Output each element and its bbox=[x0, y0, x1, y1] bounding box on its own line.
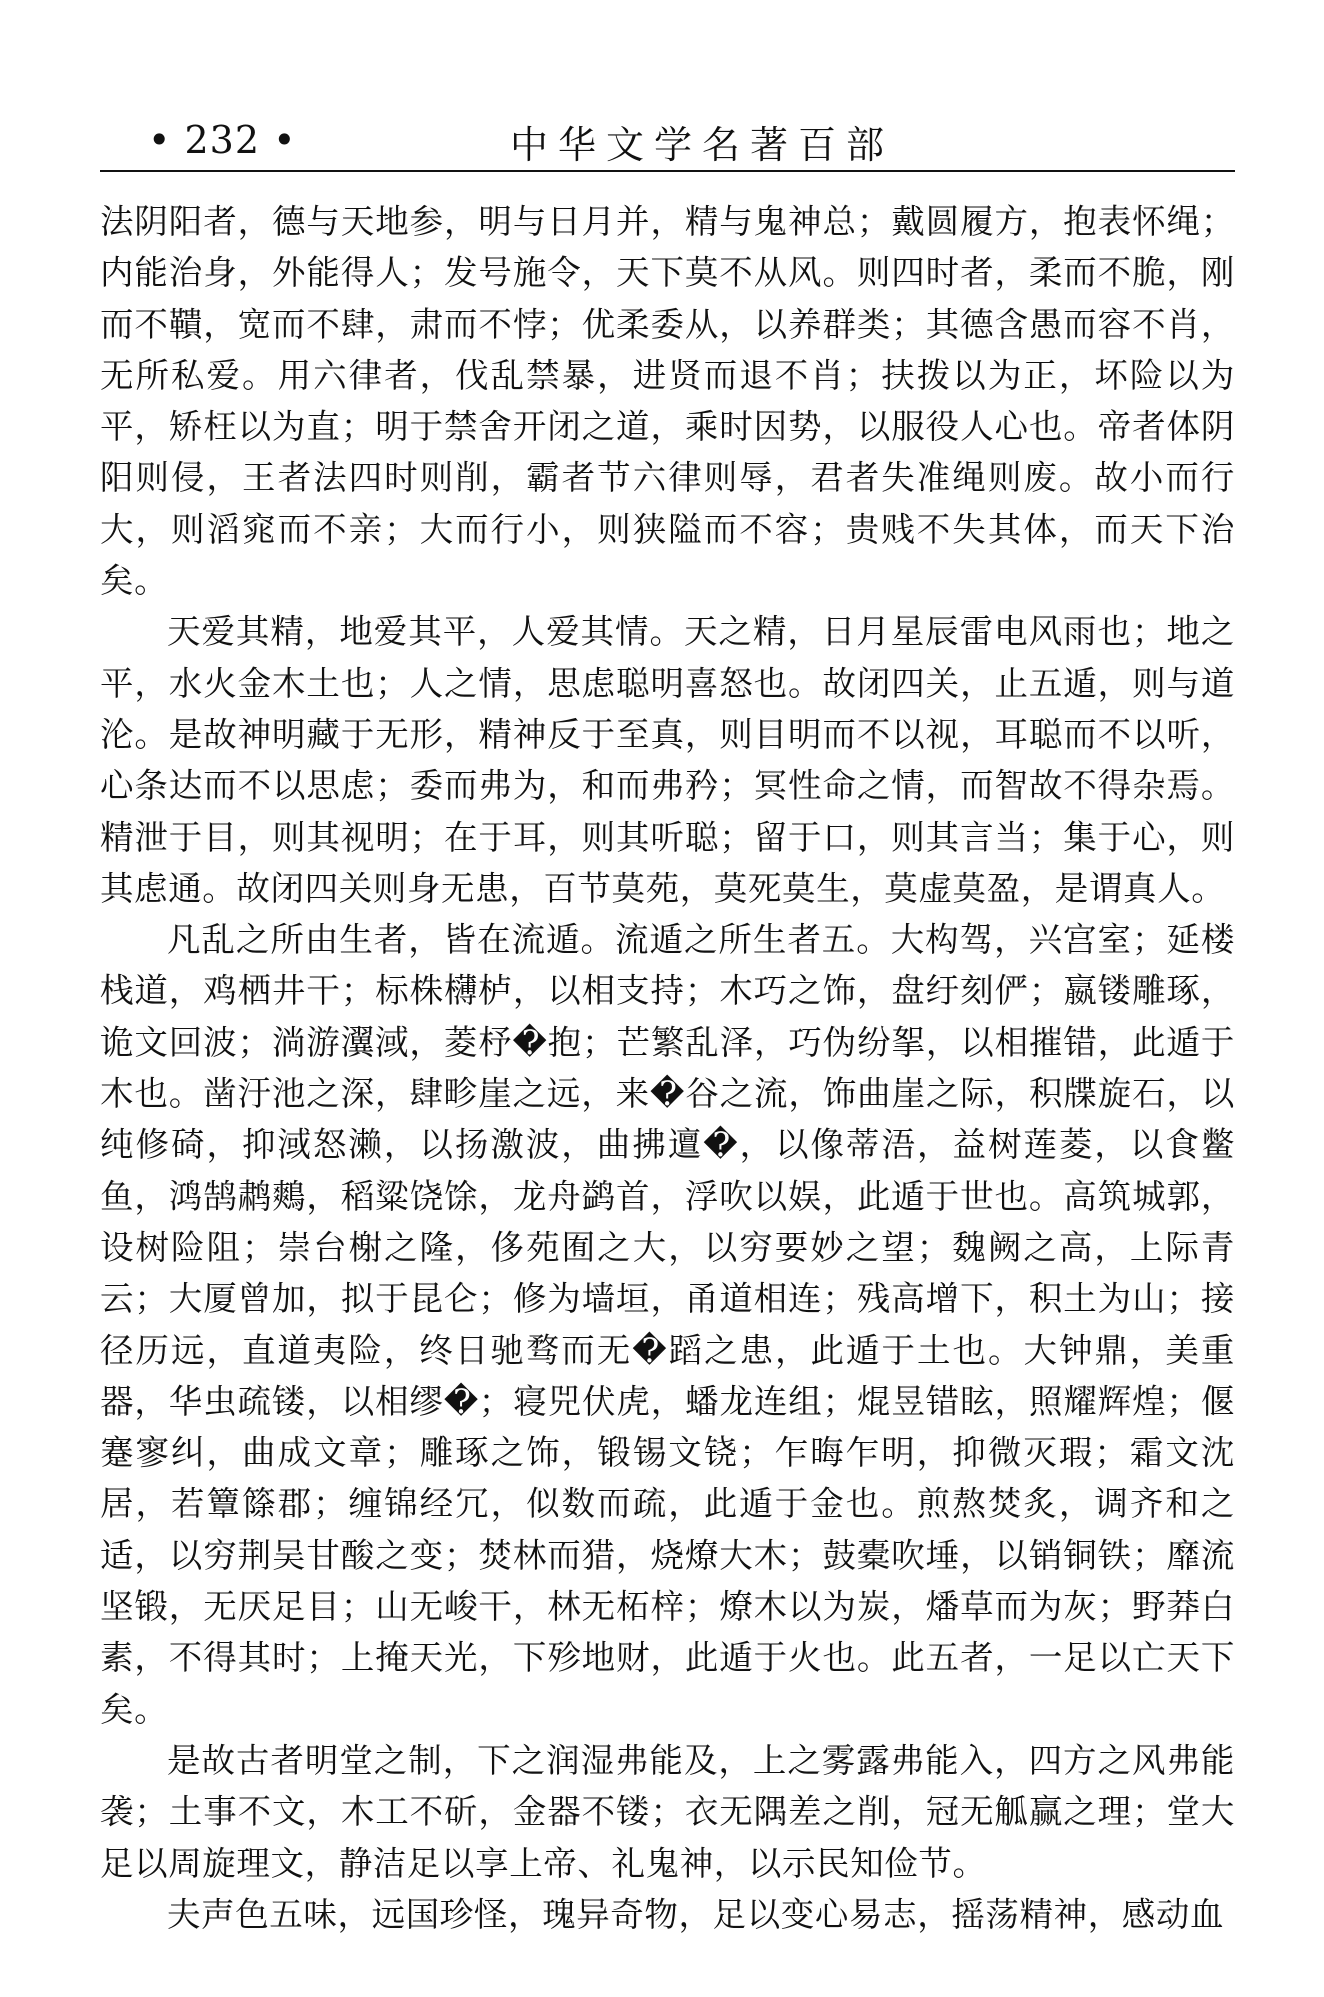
body-text bbox=[100, 196, 1235, 1940]
header-rule bbox=[100, 170, 1235, 172]
page-number: • 232 • bbox=[148, 118, 297, 162]
paragraph: 天爱其精，地爱其平，人爱其情。天之精，日月星辰雷电风雨也；地之平，水火金木土也；人之情，思虑聪明喜怒也。故闭四关，止五遁，则与道沦。是故神明藏于无形，精神反于至真，则目明而不以视，耳聪而不以听，心条达而不以思虑；委而弗为，和而弗矜；冥性命之情，而智故不得杂焉。精泄于目，则其视明；在于耳，则其听聪；留于口，则其言当；集于心，则其虑通。故闭四关则身无患，百节莫苑，莫死莫生，莫虚莫盈，是谓真人。 bbox=[100, 612, 1235, 908]
paragraph: 是故古者明堂之制，下之润湿弗能及，上之雾露弗能入，四方之风弗能袭；土事不文，木工不斫，金器不镂；衣无隅差之削，冠无觚赢之理；堂大足以周旋理文，静洁足以享上帝、礼鬼神，以示民知俭节。 bbox=[100, 1740, 1235, 1883]
paragraph: 凡乱之所由生者，皆在流遁。流遁之所生者五。大构驾，兴宫室；延楼栈道，鸡栖井干；标株欂栌，以相支持；木巧之饰，盘纡刻俨；嬴镂雕琢，诡文回波；淌游瀷淢，菱杼�抱；芒繁乱泽，巧伪纷挐，以相摧错，此遁于木也。凿汙池之深，肆畛崖之远，来�谷之流，饰曲崖之际，积牒旋石，以纯修碕，抑淢怒濑，以扬激波，曲拂邅�，以像蒂浯，益树莲菱，以食鳖鱼，鸿鹄鹔鷞，稻粱饶馀，龙舟鹢首，浮吹以娱，此遁于世也。高筑城郭，设树险阻；崇台榭之隆，侈苑囿之大，以穷要妙之望；魏阙之高，上际青云；大厦曾加，拟于昆仑；修为墙垣，甬道相连；残高增下，积土为山；接径历远，直道夷险，终日驰骛而无�蹈之患，此遁于土也。大钟鼎，美重器，华虫疏镂，以相缪�；寝兕伏虎，蟠龙连组；焜昱错眩，照耀辉煌；偃蹇寥纠，曲成文章；雕琢之饰，锻锡文铙；乍晦乍明，抑微灭瑕；霜文沈居，若簟篨郡；缠锦经冗，似数而疏，此遁于金也。煎熬焚炙，调齐和之适，以穷荆吴甘酸之变；焚林而猎，烧燎大木；鼓橐吹埵，以销铜铁；靡流坚锻，无厌足目；山无峻干，林无柘梓；燎木以为炭，燔草而为灰；野莽白素，不得其时；上掩天光，下殄地财，此遁于火也。此五者，一足以亡天下矣。 bbox=[100, 920, 1235, 1729]
page-header bbox=[100, 110, 1235, 170]
paragraph: 法阴阳者，德与天地参，明与日月并，精与鬼神总；戴圆履方，抱表怀绳；内能治身，外能得人；发号施令，天下莫不从风。则四时者，柔而不脆，刚而不鞼，宽而不肆，肃而不悖；优柔委从，以养群类；其德含愚而容不肖，无所私爱。用六律者，伐乱禁暴，进贤而退不肖；扶拨以为正，坏险以为平，矫枉以为直；明于禁舍开闭之道，乘时因势，以服役人心也。帝者体阴阳则侵，王者法四时则削，霸者节六律则辱，君者失准绳则废。故小而行大，则滔窕而不亲；大而行小，则狭隘而不容；贵贱不失其体，而天下治矣。 bbox=[100, 202, 1235, 601]
paragraph: 夫声色五味，远国珍怪，瑰异奇物，足以变心易志，摇荡精神，感动血 bbox=[167, 1894, 1225, 1934]
running-title: 中华文学名著百部 bbox=[510, 123, 895, 167]
